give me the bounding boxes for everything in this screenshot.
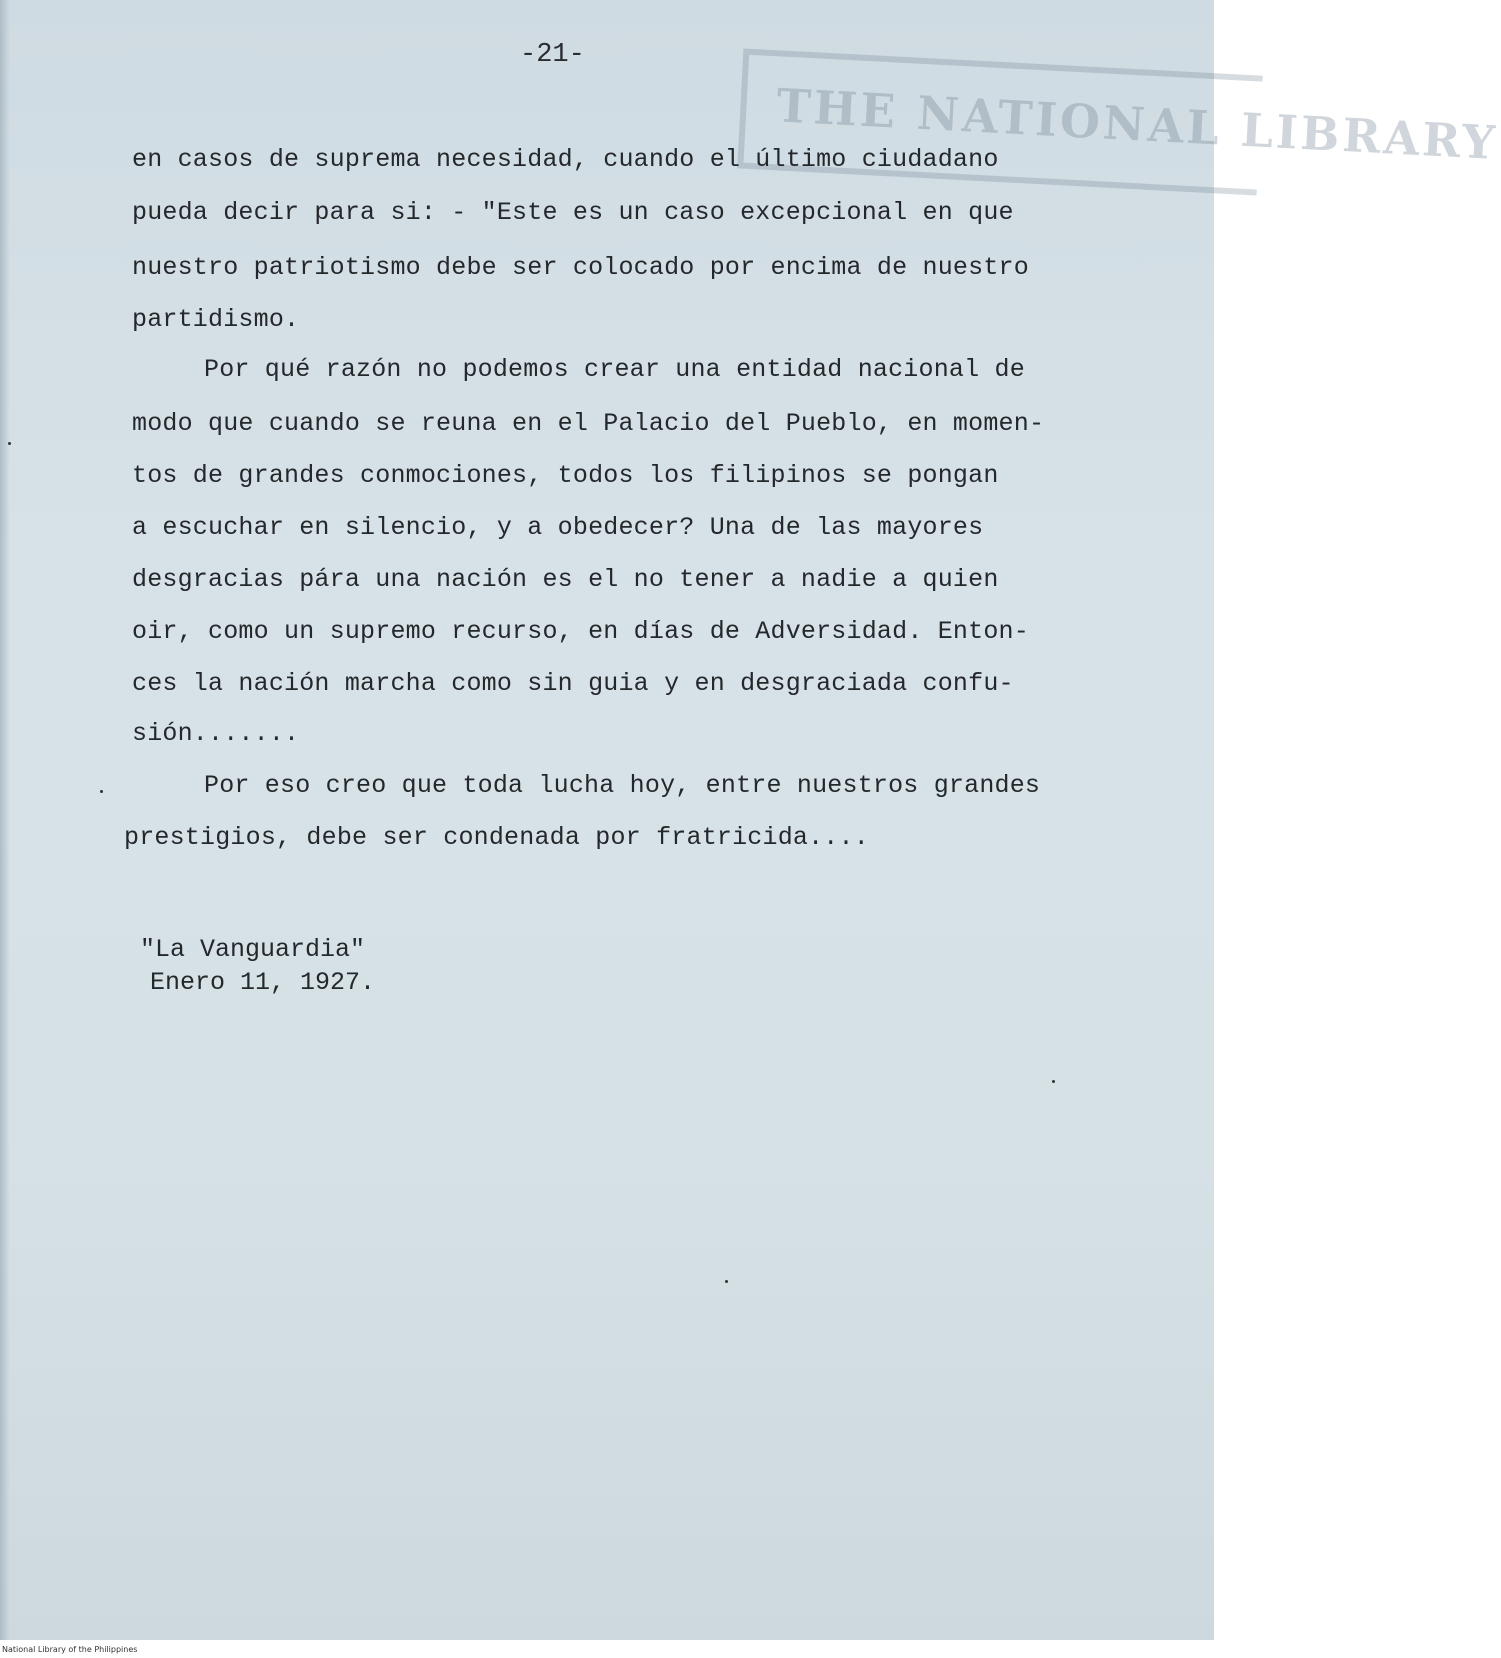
text-line: ces la nación marcha como sin guia y en desgraciada confu-: [132, 669, 1014, 698]
text-line: pueda decir para si: - "Este es un caso excepcional en que: [132, 198, 1014, 227]
scan-speck: [100, 790, 103, 793]
signature-publication: "La Vanguardia": [140, 935, 366, 964]
text-line: modo que cuando se reuna en el Palacio del Pueblo, en momen-: [132, 409, 1045, 438]
scan-speck: [725, 1280, 728, 1283]
signature-date: Enero 11, 1927.: [150, 968, 376, 997]
scan-speck: [8, 442, 11, 445]
text-line: en casos de suprema necesidad, cuando el último ciudadano: [132, 145, 999, 174]
text-line: nuestro patriotismo debe ser colocado por encima de nuestro: [132, 253, 1029, 282]
text-line: sión.......: [132, 719, 300, 748]
page-number: -21-: [520, 40, 585, 70]
text-line: prestigios, debe ser condenada por fratricida....: [124, 823, 869, 852]
text-line: oir, como un supremo recurso, en días de Adversidad. Enton-: [132, 617, 1029, 646]
scan-speck: [1052, 1080, 1055, 1083]
footer-credit: National Library of the Philippines: [2, 1645, 138, 1654]
text-line: tos de grandes conmociones, todos los filipinos se pongan: [132, 461, 999, 490]
text-line: a escuchar en silencio, y a obedecer? Una de las mayores: [132, 513, 984, 542]
text-line: Por eso creo que toda lucha hoy, entre nuestros grandes: [204, 771, 1041, 800]
text-line: Por qué razón no podemos crear una entidad nacional de: [204, 355, 1025, 384]
scan-edge: [0, 0, 10, 1640]
library-stamp-text: THE NATIONAL LIBRARY: [775, 78, 1500, 171]
text-line: partidismo.: [132, 305, 300, 334]
text-line: desgracias pára una nación es el no tener a nadie a quien: [132, 565, 999, 594]
